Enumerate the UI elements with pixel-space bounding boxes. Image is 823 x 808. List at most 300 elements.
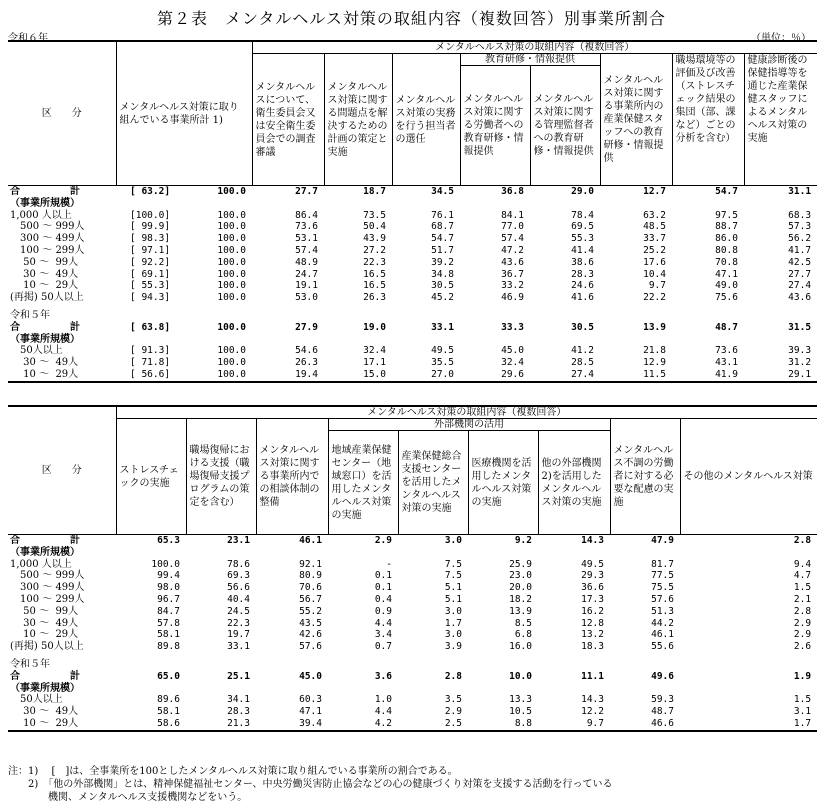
category-header: 区 分 [41,108,82,119]
value-cell: 57.4 [501,233,524,245]
value-cell: 53.0 [295,292,318,304]
value-cell: 12.2 [581,706,604,718]
value-cell: 47.1 [715,268,738,280]
value-cell: 39.4 [256,718,328,731]
value-cell: 14.3 [581,694,604,706]
value-cell: 27.7 [788,268,812,280]
table-row [8,322,817,334]
value-cell: 33.2 [501,280,524,292]
value-cell: 57.6 [651,593,674,605]
value-cell: 41.6 [571,292,594,304]
value-cell: 31.1 [744,186,817,198]
value-cell: 25.9 [509,558,532,570]
year-label: 令和６年 [8,33,48,44]
value-cell: 7.5 [444,570,462,582]
value-cell [744,310,817,322]
value-cell [468,547,538,559]
value-cell: 16.2 [581,605,604,617]
value-cell: 28.3 [571,268,594,280]
value-cell: 10.0 [509,670,532,682]
value-cell: 45.2 [431,292,454,304]
value-cell: 80.9 [299,570,322,582]
row-label: 500 ～ 999人 [10,221,85,233]
value-cell: 45.0 [501,345,524,357]
value-cell: 24.7 [295,268,318,280]
value-cell: 22.3 [227,617,250,629]
row-label: 合 計 [10,321,80,333]
value-cell: 55.6 [651,641,674,653]
ratio-cell: [ 63.8] 100.0 [130,321,246,333]
value-cell: 2.8 [793,605,812,617]
value-cell: 2.8 [680,535,817,547]
value-cell: 3.0 [444,605,462,617]
value-cell: 36.8 [460,186,530,198]
value-cell: 41.9 [672,369,744,382]
value-cell [530,198,600,210]
row-label: (再掲) 50人以上 [10,292,84,304]
value-cell: 63.2 [643,209,666,221]
value-cell [252,310,324,322]
value-cell: 47.9 [610,535,680,547]
value-cell: 13.3 [509,694,532,706]
value-cell: 33.3 [501,321,524,333]
table-row [8,210,817,222]
value-cell: 49.0 [715,280,738,292]
value-cell [610,683,680,695]
value-cell [460,334,530,346]
value-cell [538,547,610,559]
value-cell: 68.3 [788,209,812,221]
value-cell: 4.4 [374,706,392,718]
value-cell [328,683,398,695]
column-header: 職場環境等の評価及び改善（ストレスチェック結果の集団（部、課など）ごとの分析を含む） [672,54,744,186]
value-cell [252,334,324,346]
value-cell: - [386,558,392,570]
table-row [8,659,817,671]
value-cell: 27.0 [392,369,460,382]
row-label: 1,000 人以上 [10,209,72,221]
value-cell: 3.0 [398,535,468,547]
value-cell: 41.4 [571,244,594,256]
table-row [8,233,817,245]
value-cell: 0.9 [374,605,392,617]
value-cell: 84.7 [157,605,180,617]
column-header: ストレスチェックの実施 [116,419,186,535]
ratio-header: メンタルヘルス対策に取り組んでいる事業所計 1) [116,41,252,186]
column-header: 職場復帰における支援（職場復帰支援プログラムの策定を含む） [186,419,256,535]
value-cell: 2.5 [398,718,468,731]
value-cell: 56.2 [788,233,812,245]
group-header: メンタルヘルス対策の取組内容（複数回答） [252,41,817,54]
value-cell: 13.2 [581,629,604,641]
column-header: 産業保健総合支援センターを活用したメンタルヘルス対策の実施 [398,431,468,535]
table-row [8,641,817,653]
value-cell: 48.7 [651,706,674,718]
column-header: メンタルヘルスについて、衛生委員会又は安全衛生委員会での調査審議 [252,54,324,186]
value-cell: 89.6 [157,694,180,706]
table-row [8,535,817,547]
value-cell: 26.3 [363,292,386,304]
value-cell: 27.7 [252,186,324,198]
sub-group-header: 外部機関の活用 [328,419,610,431]
value-cell: 2.9 [328,535,398,547]
value-cell [398,659,468,671]
table-row [8,345,817,357]
value-cell [530,334,600,346]
value-cell: 58.1 [157,706,180,718]
value-cell: 25.2 [643,244,666,256]
value-cell: 19.1 [295,280,318,292]
value-cell: 46.1 [256,535,328,547]
total-cell: 100.0 [217,256,246,268]
total-cell: 100.0 [217,280,246,292]
value-cell: 98.0 [157,582,180,594]
value-cell: 45.0 [299,670,322,682]
value-cell: 89.8 [157,641,180,653]
value-cell: 1.5 [793,694,812,706]
ratio-cell: [ 55.3] 100.0 [130,280,246,292]
value-cell: 92.1 [299,558,322,570]
table-row [8,629,817,641]
value-cell: 65.3 [116,535,186,547]
row-label: 30 ～ 49人 [10,268,79,280]
value-cell: 4.2 [328,718,398,731]
value-cell: 10.4 [643,268,666,280]
value-cell: 3.4 [374,629,392,641]
value-cell: 3.5 [444,694,462,706]
total-cell: 100.0 [217,268,246,280]
value-cell: 29.1 [744,369,817,382]
value-cell [392,310,460,322]
value-cell [744,334,817,346]
ratio-cell: [ 94.3] 100.0 [130,292,246,304]
value-cell: 29.3 [581,570,604,582]
value-cell: 24.5 [227,605,250,617]
value-cell: 34.5 [392,186,460,198]
row-label: 50人以上 [10,345,63,357]
value-cell: 31.5 [788,321,812,333]
value-cell: 39.3 [788,345,812,357]
value-cell: 36.7 [501,268,524,280]
value-cell: 84.1 [501,209,524,221]
ratio-cell: [ 99.9] 100.0 [130,221,246,233]
row-label: 500 ～ 999人 [10,570,85,582]
value-cell: 34.1 [227,694,250,706]
value-cell: 34.8 [431,268,454,280]
column-header: メンタルヘルス対策に関する管理監督者への教育研修・情報提供 [530,66,600,186]
value-cell [610,659,680,671]
value-cell: 69.5 [571,221,594,233]
value-cell: 48.7 [715,321,738,333]
value-cell: 41.2 [571,345,594,357]
value-cell [392,198,460,210]
value-cell: 86.0 [715,233,738,245]
value-cell: 43.5 [299,617,322,629]
value-cell: 18.7 [324,186,392,198]
value-cell: 26.3 [295,357,318,369]
value-cell: 47.2 [501,244,524,256]
value-cell: 43.9 [363,233,386,245]
total-cell: 100.0 [217,186,246,197]
column-header: 健康診断後の保健指導等を通じた産業保健スタッフによるメンタルヘルス対策の実施 [744,54,817,186]
value-cell [538,683,610,695]
column-header: メンタルヘルス対策の実務を行う担当者の選任 [392,54,460,186]
row-label: 10 ～ 29人 [8,718,116,731]
table-row [8,618,817,630]
value-cell: 56.7 [299,593,322,605]
row-label: 10 ～ 29人 [10,629,79,641]
value-cell: 68.7 [431,221,454,233]
value-cell: 43.6 [501,256,524,268]
value-cell: 30.5 [431,280,454,292]
value-cell: 27.4 [788,280,812,292]
unit-label: （単位：％） [751,33,811,44]
value-cell: 33.1 [431,321,454,333]
value-cell: 18.2 [509,593,532,605]
row-label: 10 ～ 29人 [10,280,79,292]
footnotes [8,765,612,804]
value-cell: 32.4 [363,345,386,357]
value-cell: 10.5 [509,706,532,718]
ratio-cell: [ 98.3] 100.0 [130,233,246,245]
value-cell: 2.9 [444,706,462,718]
value-cell: 51.3 [651,605,674,617]
value-cell: 23.0 [509,570,532,582]
column-header: 他の外部機関2)を活用したメンタルヘルス対策の実施 [538,431,610,535]
value-cell: 46.6 [610,718,680,731]
row-label: 300 ～ 499人 [10,233,85,245]
value-cell [680,547,817,559]
value-cell: 48.5 [643,221,666,233]
footnote: 注：1) [ ]は、全事業所を100としたメンタルヘルス対策に取り組んでいる事業所の割合である。 [8,766,458,777]
value-cell: 43.6 [788,292,812,304]
table-row [8,570,817,582]
value-cell: 0.7 [374,641,392,653]
value-cell: 55.2 [299,605,322,617]
value-cell: 22.2 [643,292,666,304]
value-cell: 50.4 [363,221,386,233]
value-cell: 21.3 [186,718,256,731]
value-cell: 46.1 [651,629,674,641]
table-row [8,245,817,257]
value-cell: 70.8 [715,256,738,268]
row-label: 50 ～ 99人 [10,256,79,268]
value-cell: 86.4 [295,209,318,221]
value-cell: 78.4 [571,209,594,221]
value-cell: 16.0 [509,641,532,653]
value-cell: 77.0 [501,221,524,233]
table-row [8,369,817,382]
ratio-cell: [ 92.2] 100.0 [130,256,246,268]
row-label: 10 ～ 29人 [8,369,116,382]
value-cell: 76.1 [431,209,454,221]
value-cell: 77.5 [651,570,674,582]
row-label: 50人以上 [10,694,63,706]
value-cell: 3.0 [444,629,462,641]
row-label: （事業所規模） [10,197,80,209]
value-cell [256,683,328,695]
row-label: 30 ～ 49人 [10,617,79,629]
table-row [8,718,817,731]
value-cell: 19.0 [363,321,386,333]
value-cell: 51.7 [431,244,454,256]
value-cell: 60.3 [299,694,322,706]
column-header: メンタルヘルス不調の労働者に対する必要な配慮の実施 [610,419,680,535]
value-cell: 22.3 [363,256,386,268]
value-cell: 41.7 [788,244,812,256]
value-cell [256,547,328,559]
total-cell: 100.0 [217,244,246,256]
value-cell: 48.9 [295,256,318,268]
value-cell [460,198,530,210]
value-cell [744,198,817,210]
value-cell: 58.6 [116,718,186,731]
value-cell: 44.2 [651,617,674,629]
value-cell: 36.6 [581,582,604,594]
value-cell: 16.5 [363,268,386,280]
value-cell [398,683,468,695]
column-header: メンタルヘルス対策に関する事業所内の産業保健スタッフへの教育研修・情報提供 [600,54,672,186]
value-cell: 8.8 [468,718,538,731]
value-cell: 56.6 [227,582,250,594]
value-cell: 1.0 [374,694,392,706]
value-cell: 27.2 [363,244,386,256]
table-1 [8,40,817,383]
value-cell: 11.5 [600,369,672,382]
value-cell: 88.7 [715,221,738,233]
value-cell: 31.2 [788,357,812,369]
value-cell [324,310,392,322]
value-cell: 57.4 [295,244,318,256]
value-cell: 39.2 [431,256,454,268]
value-cell: 73.6 [295,221,318,233]
value-cell: 1.9 [793,670,812,682]
row-label: (再掲) 50人以上 [10,641,84,653]
ratio-cell [116,310,252,322]
value-cell: 1.7 [680,718,817,731]
value-cell [672,334,744,346]
value-cell: 28.5 [571,357,594,369]
value-cell [398,547,468,559]
value-cell: 54.6 [295,345,318,357]
ratio-cell: [ 97.1] 100.0 [130,244,246,256]
value-cell: 23.1 [186,535,256,547]
total-cell: 100.0 [217,368,246,380]
table-row [8,606,817,618]
value-cell: 5.1 [444,593,462,605]
value-cell: 38.6 [571,256,594,268]
ratio-cell: [ 69.1] 100.0 [130,268,246,280]
value-cell: 70.6 [299,582,322,594]
value-cell: 1.7 [444,617,462,629]
value-cell: 12.7 [600,186,672,198]
row-label: 令和５年 [10,309,50,321]
value-cell: 8.5 [514,617,532,629]
column-header: 医療機関を活用したメンタルヘルス対策の実施 [468,431,538,535]
table-row [8,706,817,718]
table-row [8,198,817,210]
value-cell: 47.1 [299,706,322,718]
value-cell: 57.3 [788,221,812,233]
group-header: メンタルヘルス対策の取組内容（複数回答） [116,406,817,419]
value-cell [328,659,398,671]
value-cell [186,547,256,559]
row-label: 50 ～ 99人 [10,605,79,617]
value-cell: 33.7 [643,233,666,245]
total-cell: 100.0 [217,221,246,233]
value-cell: 54.7 [672,186,744,198]
value-cell [600,310,672,322]
column-header: メンタルヘルス対策に関する問題点を解決するための計画の策定と実施 [324,54,392,186]
value-cell [116,547,186,559]
value-cell: 4.4 [374,617,392,629]
table-row [8,186,817,198]
value-cell: 33.1 [227,641,250,653]
footnote: 2) 「他の外部機関」とは、精神保健福祉センター、中央労働災害防止協会などの心の健康づくり対策を支援する活動を行っている [8,779,613,790]
table-row [8,292,817,304]
row-label: 合 計 [10,670,80,682]
value-cell: 19.4 [252,369,324,382]
row-label: 30 ～ 49人 [10,357,79,369]
value-cell: 27.9 [295,321,318,333]
value-cell: 100.0 [151,558,180,570]
value-cell [600,334,672,346]
row-label: （事業所規模） [10,682,80,694]
value-cell: 14.3 [538,535,610,547]
value-cell: 12.9 [643,357,666,369]
row-label: 30 ～ 49人 [10,706,79,718]
total-cell: 100.0 [217,345,246,357]
row-label: （事業所規模） [10,546,80,558]
value-cell [672,198,744,210]
value-cell: 25.1 [227,670,250,682]
table-row [8,582,817,594]
value-cell: 49.5 [581,558,604,570]
value-cell [328,547,398,559]
value-cell: 12.8 [581,617,604,629]
value-cell: 29.0 [530,186,600,198]
table-row [8,280,817,292]
ratio-cell [116,198,252,210]
value-cell: 75.6 [715,292,738,304]
value-cell: 1.5 [793,582,812,594]
category-header: 区 分 [41,465,82,476]
value-cell [680,683,817,695]
row-label: 100 ～ 299人 [10,244,85,256]
value-cell: 53.1 [295,233,318,245]
value-cell: 73.6 [715,345,738,357]
value-cell: 43.1 [715,357,738,369]
value-cell: 18.3 [581,641,604,653]
value-cell [392,334,460,346]
table-row [8,221,817,233]
table-row [8,257,817,269]
value-cell: 75.5 [651,582,674,594]
value-cell [324,334,392,346]
value-cell: 99.4 [157,570,180,582]
sub-group-header: 教育研修・情報提供 [460,54,600,66]
value-cell: 57.8 [157,617,180,629]
value-cell: 2.1 [793,593,812,605]
value-cell [252,198,324,210]
value-cell: 2.9 [793,617,812,629]
value-cell: 59.3 [651,694,674,706]
ratio-cell: [100.0] 100.0 [130,209,246,221]
value-cell: 27.4 [530,369,600,382]
value-cell: 6.8 [514,629,532,641]
row-label: 合 計 [8,186,116,198]
value-cell: 17.6 [643,256,666,268]
